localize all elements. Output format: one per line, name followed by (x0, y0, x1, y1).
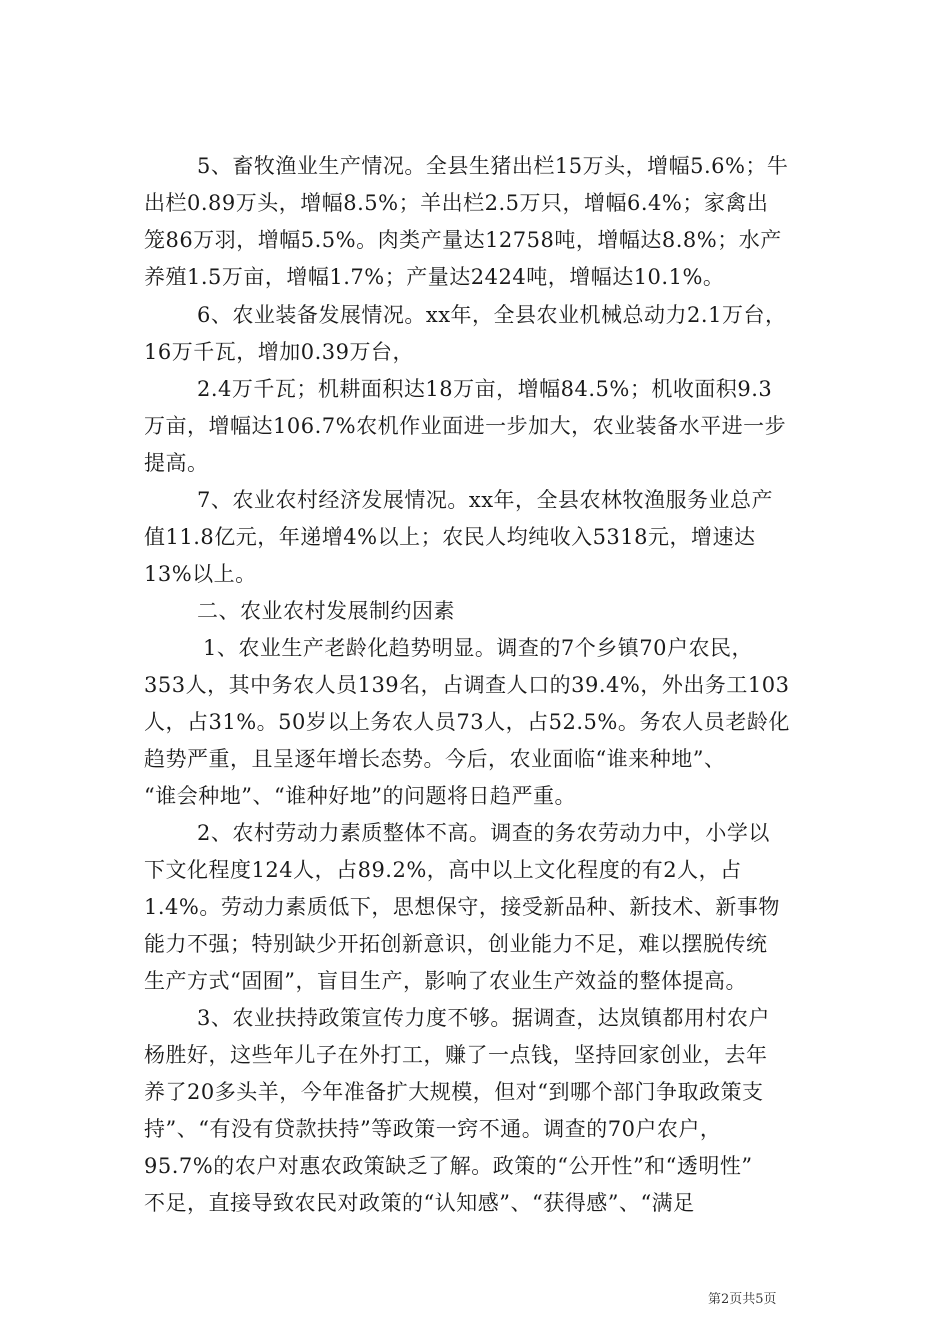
text-line: 人，占31%。50岁以上务农人员73人，占52.5%。务农人员老龄化 (144, 710, 790, 734)
text-line: 2.4万千瓦；机耕面积达18万亩，增幅84.5%；机收面积9.3 (197, 377, 773, 401)
text-line: 不足，直接导致农民对政策的“认知感”、“获得感”、“满足 (144, 1191, 695, 1215)
text-line: 笼86万羽，增幅5.5%。肉类产量达12758吨，增幅达8.8%；水产 (144, 228, 782, 252)
text-line: 能力不强；特别缺少开拓创新意识，创业能力不足，难以摆脱传统 (144, 932, 768, 956)
text-line: 1.4%。劳动力素质低下，思想保守，接受新品种、新技术、新事物 (144, 895, 780, 919)
text-line: 万亩，增幅达106.7%农机作业面进一步加大，农业装备水平进一步 (144, 414, 787, 438)
text-line: 6、农业装备发展情况。xx年，全县农业机械总动力2.1万台， (197, 303, 787, 327)
text-line: 95.7%的农户对惠农政策缺乏了解。政策的“公开性”和“透明性” (144, 1154, 753, 1178)
text-line: 2、农村劳动力素质整体不高。调查的务农劳动力中，小学以 (197, 821, 770, 845)
text-line: 5、畜牧渔业生产情况。全县生猪出栏15万头，增幅5.6%；牛 (197, 154, 789, 178)
text-line: 养殖1.5万亩，增幅1.7%；产量达2424吨，增幅达10.1%。 (144, 265, 725, 289)
section-heading: 二、农业农村发展制约因素 (197, 599, 455, 623)
text-line: 提高。 (144, 451, 209, 475)
text-line: 生产方式“固囿”，盲目生产，影响了农业生产效益的整体提高。 (144, 969, 747, 993)
text-line: 3、农业扶持政策宣传力度不够。据调查，达岚镇都用村农户 (197, 1006, 770, 1030)
text-line: 353人，其中务农人员139名，占调查人口的39.4%，外出务工103 (144, 673, 790, 697)
text-line: 1、农业生产老龄化趋势明显。调查的7个乡镇70户农民， (203, 636, 753, 660)
text-line: 持”、“有没有贷款扶持”等政策一窍不通。调查的70户农户， (144, 1117, 722, 1141)
text-line: 下文化程度124人，占89.2%，高中以上文化程度的有2人，占 (144, 858, 742, 882)
text-line: 出栏0.89万头，增幅8.5%；羊出栏2.5万只，增幅6.4%；家禽出 (144, 191, 769, 215)
text-line: 7、农业农村经济发展情况。xx年，全县农林牧渔服务业总产 (197, 488, 774, 512)
text-line: 杨胜好，这些年儿子在外打工，赚了一点钱，坚持回家创业，去年 (144, 1043, 768, 1067)
text-line: 养了20多头羊，今年准备扩大规模，但对“到哪个部门争取政策支 (144, 1080, 764, 1104)
text-line: “谁会种地”、“谁种好地”的问题将日趋严重。 (144, 784, 576, 808)
text-line: 13%以上。 (144, 562, 257, 586)
text-line: 值11.8亿元，年递增4%以上；农民人均纯收入5318元，增速达 (144, 525, 756, 549)
page-number: 第2页共5页 (708, 1292, 777, 1307)
text-line: 16万千瓦，增加0.39万台， (144, 340, 414, 364)
text-line: 趋势严重，且呈逐年增长态势。今后，农业面临“谁来种地”、 (144, 747, 726, 771)
